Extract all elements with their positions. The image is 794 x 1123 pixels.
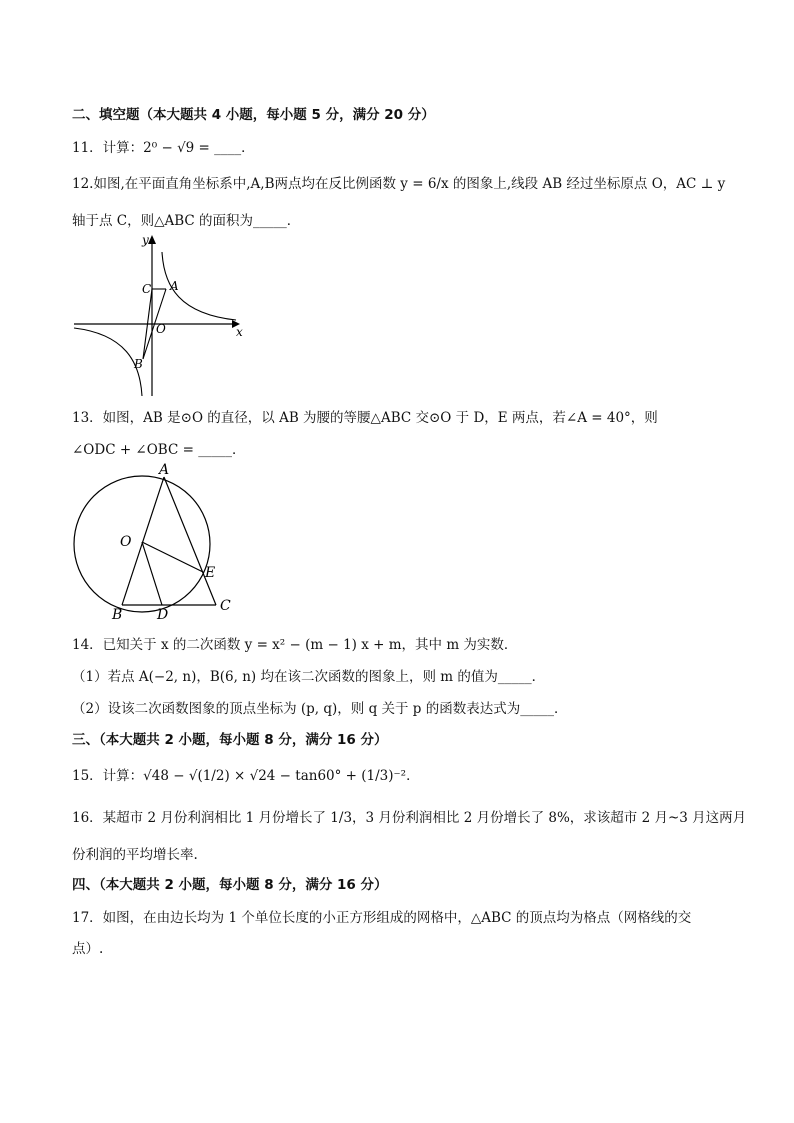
question-14-part-2: （2）设该二次函数图象的顶点坐标为 (p, q)，则 q 关于 p 的函数表达式为_____． <box>72 701 568 717</box>
label-C: C <box>142 282 152 296</box>
label-x: x <box>236 325 243 339</box>
label-O: O <box>156 322 166 336</box>
label-C: C <box>220 598 231 614</box>
y-axis-arrow <box>148 235 156 244</box>
label-O: O <box>120 534 132 550</box>
label-A: A <box>170 279 179 293</box>
section-heading-three: 三、（本大题共 2 小题，每小题 8 分，满分 16 分） <box>72 732 388 748</box>
segment-OE <box>142 542 203 572</box>
label-y: y <box>142 233 149 247</box>
label-B: B <box>112 607 123 620</box>
label-E: E <box>205 565 216 581</box>
question-16-line-2: 份利润的平均增长率. <box>72 847 198 863</box>
question-16-line-1: 16．某超市 2 月份利润相比 1 月份增长了 1/3，3 月份利润相比 2 月份增长了 8%，求该超市 2 月~3 月这两月 <box>72 810 747 826</box>
question-13-line-1: 13．如图，AB 是⊙O 的直径，以 AB 为腰的等腰△ABC 交⊙O 于 D，E 两点，若∠A = 40°，则 <box>72 410 658 426</box>
section-heading-fill-blank: 二、填空题（本大题共 4 小题，每小题 5 分，满分 20 分） <box>72 107 435 123</box>
question-14-part-1: （1）若点 A(−2, n)，B(6, n) 均在该二次函数的图象上，则 m 的值为_____． <box>72 669 546 685</box>
question-12-line-2: 轴于点 C，则△ABC 的面积为_____． <box>72 213 301 229</box>
question-15: 15．计算：√48 − √(1/2) × √24 − tan60° + (1/3)⁻²． <box>72 768 420 784</box>
question-11: 11．计算：2⁰ − √9 = ____． <box>72 140 255 156</box>
figure-inverse-proportion-graph <box>70 232 250 398</box>
label-B: B <box>134 357 143 371</box>
question-12-line-1: 12.如图,在平面直角坐标系中,A,B两点均在反比例函数 y = 6/x 的图象上,线段 AB 经过坐标原点 O，AC ⊥ y <box>72 176 726 192</box>
label-A: A <box>159 462 170 478</box>
hyperbola-branch-left <box>74 328 142 396</box>
question-14-line-1: 14．已知关于 x 的二次函数 y = x² − (m − 1) x + m，其中 m 为实数． <box>72 637 518 653</box>
label-D: D <box>157 607 169 620</box>
segment-OD <box>142 542 162 605</box>
question-13-line-2: ∠ODC + ∠OBC = _____． <box>72 442 246 458</box>
question-17-line-2: 点）. <box>72 941 104 957</box>
question-17-line-1: 17．如图，在由边长均为 1 个单位长度的小正方形组成的网格中，△ABC 的顶点均为格点（网格线的交 <box>72 910 692 926</box>
figure-circle-isosceles-triangle <box>70 460 242 620</box>
section-heading-four: 四、（本大题共 2 小题，每小题 8 分，满分 16 分） <box>72 877 388 893</box>
